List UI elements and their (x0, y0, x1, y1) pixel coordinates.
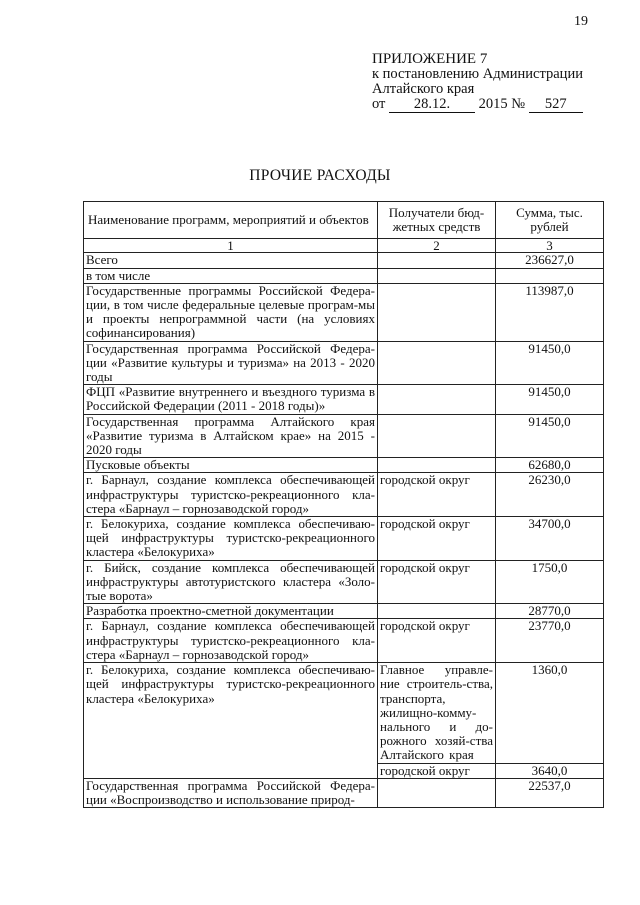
table-row (84, 268, 604, 283)
header-name: Наименование программ, мероприятий и объектов (84, 202, 378, 239)
table-row (84, 604, 604, 619)
row-name: Государственные программы Российской Федера-ции, в том числе федеральные целевые програм-мы и проекты непрограммной части (на условиях софинансирования) (84, 283, 378, 341)
column-number: 3 (496, 239, 604, 253)
row-amount: 26230,0 (496, 473, 604, 517)
table-row (84, 414, 604, 458)
column-number: 2 (378, 239, 496, 253)
column-number: 1 (84, 239, 378, 253)
appendix-line-2: Алтайского края (372, 81, 475, 97)
row-amount: 1360,0 (496, 663, 604, 763)
table-row (84, 778, 604, 807)
date-day: 28.12. (389, 97, 475, 113)
page-number: 19 (574, 14, 588, 29)
row-name: Государственная программа Алтайского края «Развитие туризма в Алтайском крае» на 2015 - 2020 годы (84, 414, 378, 458)
row-recipient: Главное управле-ние строитель-ства, транспорта, жилищно-комму-нального и до-рожного хозяй-ства Алтайского края (378, 663, 496, 763)
row-name: Всего (84, 253, 378, 268)
table-row (84, 341, 604, 385)
row-name: Разработка проектно-сметной документации (84, 604, 378, 619)
table-row (84, 663, 604, 763)
row-recipient (378, 253, 496, 268)
row-amount: 22537,0 (496, 778, 604, 807)
row-recipient (378, 778, 496, 807)
row-recipient: городской округ (378, 473, 496, 517)
row-recipient (378, 283, 496, 341)
row-amount: 113987,0 (496, 283, 604, 341)
decree-number: 527 (529, 97, 583, 113)
row-amount: 91450,0 (496, 385, 604, 414)
appendix-block (372, 52, 632, 113)
column-number-row (84, 239, 604, 253)
row-recipient (378, 268, 496, 283)
table-row (84, 619, 604, 663)
row-recipient (378, 385, 496, 414)
row-name: г. Барнаул, создание комплекса обеспечивающей инфраструктуры туристско-рекреационного кла-стера «Барнаул – горнозаводской город» (84, 619, 378, 663)
row-amount: 1750,0 (496, 560, 604, 604)
expenses-table (83, 201, 604, 808)
date-prefix: от (372, 96, 386, 112)
row-name: г. Белокуриха, создание комплекса обеспечиваю-щей инфраструктуры туристско-рекреационного кластера «Белокуриха» (84, 517, 378, 561)
appendix-title: ПРИЛОЖЕНИЕ 7 (372, 51, 488, 67)
row-amount: 28770,0 (496, 604, 604, 619)
row-name: Государственная программа Российской Федера-ции «Воспроизводство и использование природ- (84, 778, 378, 807)
row-recipient: городской округ (378, 763, 496, 778)
row-name: в том числе (84, 268, 378, 283)
row-name: Пусковые объекты (84, 458, 378, 473)
table-row (84, 385, 604, 414)
row-name: Государственная программа Российской Федера-ции «Развитие культуры и туризма» на 2013 - 2020 годы (84, 341, 378, 385)
row-amount (496, 268, 604, 283)
row-amount: 34700,0 (496, 517, 604, 561)
row-name: ФЦП «Развитие внутреннего и въездного туризма в Российской Федерации (2011 - 2018 годы)» (84, 385, 378, 414)
row-recipient (378, 341, 496, 385)
appendix-date-line (372, 97, 632, 113)
date-year: 2015 № (478, 96, 526, 112)
row-amount: 236627,0 (496, 253, 604, 268)
table-row (84, 560, 604, 604)
row-amount: 3640,0 (496, 763, 604, 778)
header-amount: Сумма, тыс. рублей (496, 202, 604, 239)
row-recipient: городской округ (378, 517, 496, 561)
header-recipients: Получатели бюд-жетных средств (378, 202, 496, 239)
row-recipient: городской округ (378, 560, 496, 604)
row-name: г. Белокуриха, создание комплекса обеспечиваю-щей инфраструктуры туристско-рекреационного кластера «Белокуриха» (84, 663, 378, 779)
table-row (84, 458, 604, 473)
table-row (84, 473, 604, 517)
table-row (84, 253, 604, 268)
row-recipient: городской округ (378, 619, 496, 663)
row-recipient (378, 414, 496, 458)
row-recipient (378, 604, 496, 619)
row-name: г. Бийск, создание комплекса обеспечивающей инфраструктуры автотуристского кластера «Золо-тые ворота» (84, 560, 378, 604)
document-title: ПРОЧИЕ РАСХОДЫ (249, 167, 391, 184)
row-amount: 91450,0 (496, 341, 604, 385)
row-amount: 62680,0 (496, 458, 604, 473)
table-row (84, 283, 604, 341)
table-row (84, 517, 604, 561)
row-name: г. Барнаул, создание комплекса обеспечивающей инфраструктуры туристско-рекреационного кла-стера «Барнаул – горнозаводской город» (84, 473, 378, 517)
row-amount: 23770,0 (496, 619, 604, 663)
row-recipient (378, 458, 496, 473)
table-header-row (84, 202, 604, 239)
appendix-line-1: к постановлению Администрации (372, 66, 583, 82)
row-amount: 91450,0 (496, 414, 604, 458)
